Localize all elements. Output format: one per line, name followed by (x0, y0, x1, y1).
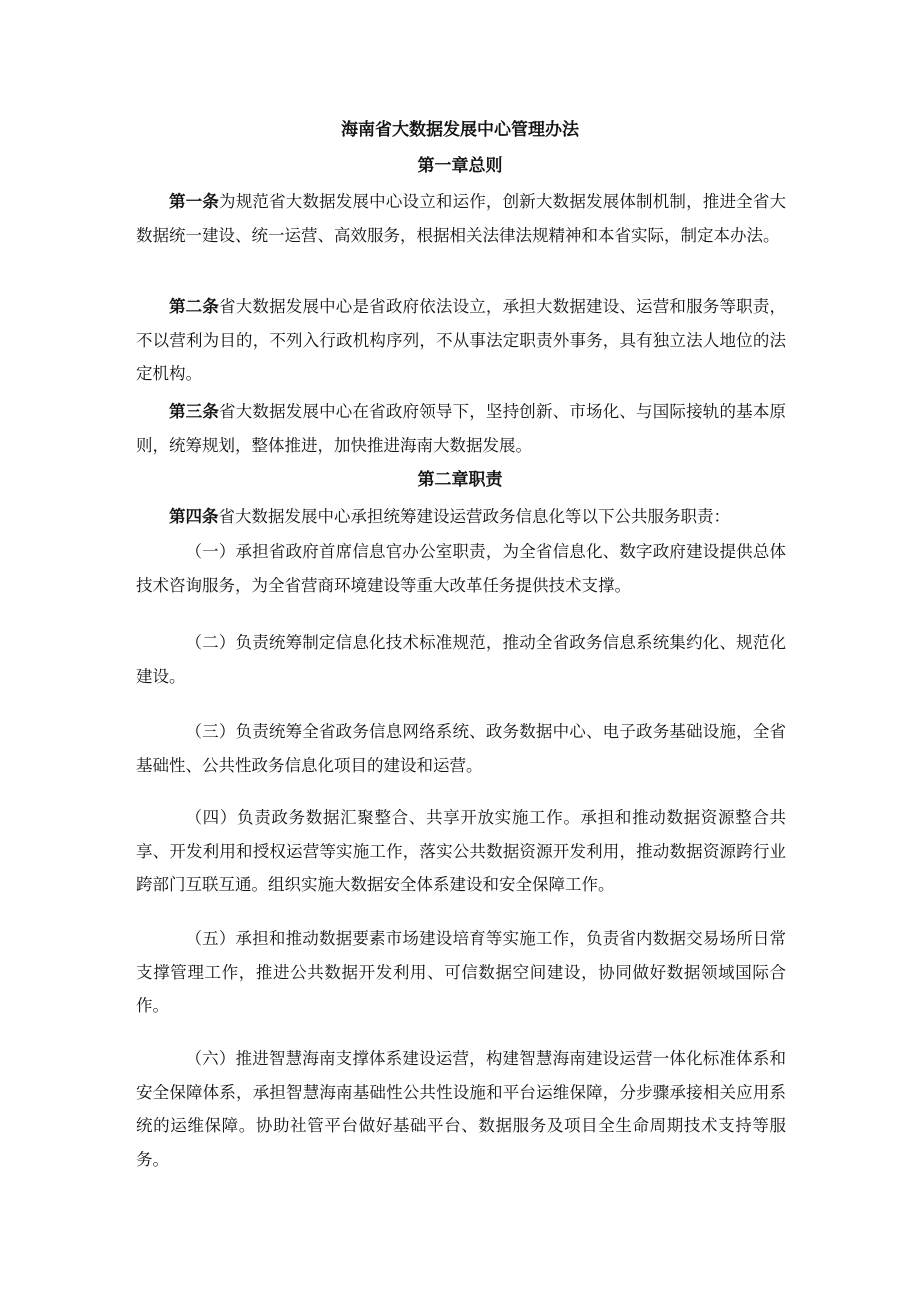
article-3-label: 第三条 (169, 402, 220, 421)
article-2-label: 第二条 (169, 297, 220, 316)
duty-item-5: （五）承担和推动数据要素市场建设培育等实施工作，负责省内数据交易场所日常支撑管理工作，推进公共数据开发利用、可信数据空间建设，协同做好数据领域国际合作。 (136, 929, 786, 1015)
article-1-text: 为规范省大数据发展中心设立和运作，创新大数据发展体制机制，推进全省大数据统一建设、统一运营、高效服务，根据相关法律法规精神和本省实际，制定本办法。 (136, 192, 787, 245)
chapter-1-heading: 第一章总则 (417, 156, 503, 176)
article-1-label: 第一条 (169, 192, 220, 211)
chapter-2-heading: 第二章职责 (417, 470, 503, 490)
article-2-text: 省大数据发展中心是省政府依法设立，承担大数据建设、运营和服务等职责，不以营利为目的，不列入行政机构序列，不从事法定职责外事务，具有独立法人地位的法定机构。 (136, 297, 787, 383)
article-4-text: 省大数据发展中心承担统筹建设运营政务信息化等以下公共服务职责： (218, 507, 730, 526)
article-4 (136, 500, 786, 534)
article-1 (136, 185, 786, 252)
article-4-label: 第四条 (169, 507, 219, 526)
duty-item-1: （一）承担省政府首席信息官办公室职责，为全省信息化、数字政府建设提供总体技术咨询服务，为全省营商环境建设等重大改革任务提供技术支撑。 (136, 542, 786, 595)
duty-item-3: （三）负责统筹全省政务信息网络系统、政务数据中心、电子政务基础设施，全省基础性、公共性政务信息化项目的建设和运营。 (136, 722, 786, 775)
article-3 (136, 395, 786, 462)
duty-item-6: （六）推进智慧海南支撑体系建设运营，构建智慧海南建设运营一体化标准体系和安全保障体系，承担智慧海南基础性公共性设施和平台运维保障，分步骤承接相关应用系统的运维保障。协助社管平台做好基础平台、数据服务及项目全生命周期技术支持等服务。 (136, 1049, 786, 1169)
document-title: 海南省大数据发展中心管理办法 (341, 120, 579, 140)
article-3-text: 省大数据发展中心在省政府领导下，坚持创新、市场化、与国际接轨的基本原则，统筹规划，整体推进，加快推进海南大数据发展。 (136, 402, 787, 455)
duty-item-2: （二）负责统筹制定信息化技术标准规范，推动全省政务信息系统集约化、规范化建设。 (136, 633, 786, 686)
article-2 (136, 290, 786, 391)
duty-item-4: （四）负责政务数据汇聚整合、共享开放实施工作。承担和推动数据资源整合共享、开发利用和授权运营等实施工作，落实公共数据资源开发利用，推动数据资源跨行业跨部门互联互通。组织实施大数据安全体系建设和安全保障工作。 (136, 808, 786, 894)
